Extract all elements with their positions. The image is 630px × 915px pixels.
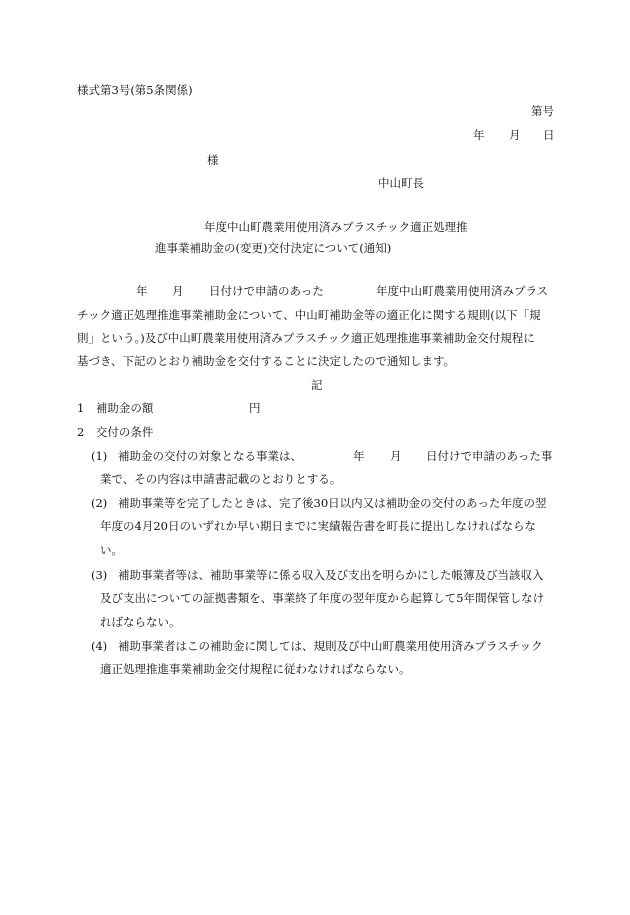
condition-1-year: 年	[353, 449, 365, 463]
condition-3-line-2: 及び支出についての証拠書類を、事業終了年度の翌年度から起算して5年間保管しなけ	[100, 591, 545, 605]
ki-heading: 記	[311, 378, 323, 392]
item-1-label: 1 補助金の額	[77, 401, 154, 415]
body-month: 月	[172, 284, 184, 298]
condition-4-number: (4)	[91, 639, 108, 653]
condition-1-month: 月	[390, 449, 402, 463]
condition-3-number: (3)	[91, 568, 108, 582]
condition-2-line-2: 年度の4月20日のいずれか早い期日までに実績報告書を町長に提出しなければならな	[100, 519, 536, 533]
condition-1-line-2: 業で、その内容は申請書記載のとおりとする。	[100, 472, 342, 486]
form-number: 様式第3号(第5条関係)	[77, 83, 193, 97]
condition-2-line-3: い。	[100, 543, 123, 557]
document-number: 第号	[531, 104, 554, 118]
issuer: 中山町長	[378, 176, 424, 190]
addressee-suffix: 様	[207, 153, 219, 167]
body-line-4: 基づき、下記のとおり補助金を交付することに決定したので通知します。	[77, 354, 456, 368]
condition-4-line-2: 適正処理推進事業補助金交付規程に従わなければならない。	[100, 662, 411, 676]
condition-1-tail: 日付けで申請のあった事	[426, 449, 553, 463]
body-year: 年	[136, 284, 148, 298]
condition-1-number: (1)	[91, 449, 108, 463]
body-day-text: 日付けで申請のあった	[209, 284, 324, 298]
title-line-2: 進事業補助金の(変更)交付決定について(通知)	[155, 241, 392, 255]
condition-3-line-3: ればならない。	[100, 615, 181, 629]
condition-2-number: (2)	[91, 496, 108, 510]
body-line-2: チック適正処理推進事業補助金について、中山町補助金等の適正化に関する規則(以下「規	[77, 308, 541, 322]
date-year: 年	[473, 128, 485, 142]
body-line-1-rest: 年度中山町農業用使用済みプラス	[376, 284, 549, 298]
date-day: 日	[543, 128, 555, 142]
item-2-label: 2 交付の条件	[77, 425, 154, 439]
condition-2-lead: 補助事業等を完了したときは、完了後30日以内又は補助金の交付のあった年度の翌	[118, 496, 547, 510]
date-month: 月	[509, 128, 521, 142]
item-1-unit: 円	[249, 401, 261, 415]
condition-3-lead: 補助事業者等は、補助事業等に係る収入及び支出を明らかにした帳簿及び当該収入	[118, 568, 544, 582]
title-line-1: 年度中山町農業用使用済みプラスチック適正処理推	[204, 220, 468, 234]
condition-1-lead: 補助金の交付の対象となる事業は、	[118, 449, 302, 463]
condition-4-lead: 補助事業者はこの補助金に関しては、規則及び中山町農業用使用済みプラスチック	[118, 639, 543, 653]
body-line-3: 則」という。)及び中山町農業用使用済みプラスチック適正処理推進事業補助金交付規程に	[77, 331, 535, 345]
